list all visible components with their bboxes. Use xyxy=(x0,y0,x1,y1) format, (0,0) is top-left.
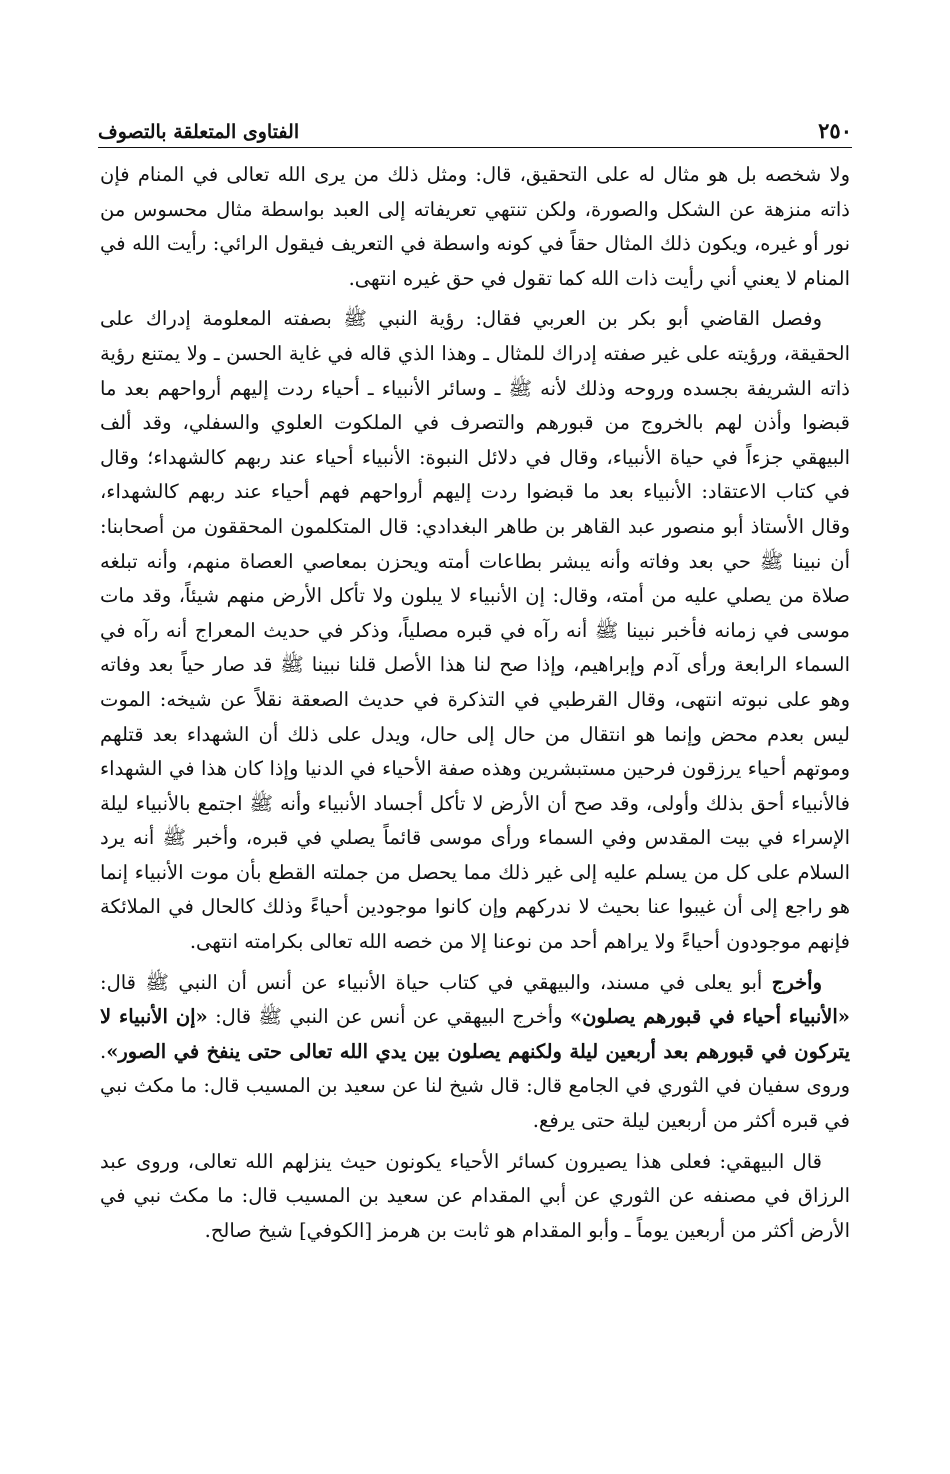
paragraph-2 xyxy=(100,302,850,959)
page-header xyxy=(98,112,852,148)
paragraph-3-lead-word: وأخرج xyxy=(771,970,822,994)
paragraph-2-text: وفصل القاضي أبو بكر بن العربي فقال: رؤية النبي ﷺ بصفته المعلومة إدراك على الحقيقة، ورؤيته على غير صفته إدراك للمثال ـ وهذا الذي قاله في غاية الحسن ـ ولا يمتنع رؤية ذاته الشريفة بجسده وروحه وذلك لأنه ﷺ ـ وسائر الأنبياء ـ أحياء ردت إليهم أرواحهم بعد ما قبضوا وأذن لهم بالخروج من قبورهم والتصرف في الملكوت العلوي والسفلي، وقد ألف البيهقي جزءاً في حياة الأنبياء، وقال في دلائل النبوة: الأنبياء أحياء عند ربهم كالشهداء؛ وقال في كتاب الاعتقاد: الأنبياء بعد ما قبضوا ردت إليهم أرواحهم فهم أحياء عند ربهم كالشهداء، وقال الأستاذ أبو منصور عبد القاهر بن طاهر البغدادي: قال المتكلمون المحققون من أصحابنا: أن نبينا ﷺ حي بعد وفاته وأنه يبشر بطاعات أمته ويحزن بمعاصي العصاة منهم، وأنه تبلغه صلاة من يصلي عليه من أمته، وقال: إن الأنبياء لا يبلون ولا تأكل الأرض منهم شيئاً، وقد مات موسى في زمانه فأخبر نبينا ﷺ أنه رآه في قبره مصلياً، وذكر في حديث المعراج أنه رآه في السماء الرابعة ورأى آدم وإبراهيم، وإذا صح لنا هذا الأصل قلنا نبينا ﷺ قد صار حياً بعد وفاته وهو على نبوته انتهى، وقال القرطبي في التذكرة في حديث الصعقة نقلاً عن شيخه: الموت ليس بعدم محض وإنما هو انتقال من حال إلى حال، ويدل على ذلك أن الشهداء بعد قتلهم وموتهم أحياء يرزقون فرحين مستبشرين وهذه صفة الأحياء في الدنيا وإذا كان هذا في الشهداء فالأنبياء أحق بذلك وأولى، وقد صح أن الأرض لا تأكل أجساد الأنبياء وأنه ﷺ اجتمع بالأنبياء ليلة الإسراء في بيت المقدس وفي السماء ورأى موسى قائماً يصلي في قبره، وأخبر ﷺ أنه يرد السلام على كل من يسلم عليه إلى غير ذلك مما يحصل من جملته القطع بأن موت الأنبياء إنما هو راجع إلى أن غيبوا عنا بحيث لا ندركهم وإن كانوا موجودين أحياءً وذلك كالحال في الملائكة فإنهم موجودون أحياءً ولا يراهم أحد من نوعنا إلا من خصه الله تعالى بكرامته انتهى. xyxy=(100,307,850,954)
running-title: الفتاوى المتعلقة بالتصوف xyxy=(98,121,300,143)
paragraph-3-text-c: . وروى سفيان في الثوري في الجامع قال: قال شيخ لنا عن سعيد بن المسيب قال: ما مكث نبي في قبره أكثر من أربعين ليلة حتى يرفع. xyxy=(100,1039,851,1133)
paragraph-1 xyxy=(100,158,850,296)
paragraph-1-text: ولا شخصه بل هو مثال له على التحقيق، قال: ومثل ذلك من يرى الله تعالى في المنام فإن ذاته منزهة عن الشكل والصورة، ولكن تنتهي تعريفاته إلى العبد بواسطة مثال محسوس من نور أو غيره، ويكون ذلك المثال حقاً في كونه واسطة في التعريف فيقول الرائي: رأيت الله في المنام لا يعني أني رأيت ذات الله كما تقول في حق غيره انتهى. xyxy=(100,163,850,290)
paragraph-4 xyxy=(100,1145,850,1249)
paragraph-4-text: قال البيهقي: فعلى هذا يصيرون كسائر الأحياء يكونون حيث ينزلهم الله تعالى، وروى عبد الرزاق في مصنفه عن الثوري عن أبي المقدام عن سعيد بن المسيب قال: ما مكث نبي في الأرض أكثر من أربعين يوماً ـ وأبو المقدام هو ثابت بن هرمز [الكوفي] شيخ صالح. xyxy=(100,1149,850,1242)
hadith-quote-2: «إن الأنبياء لا يتركون في قبورهم بعد أربعين ليلة ولكنهم يصلون بين يدي الله تعالى حتى ينفخ في الصور» xyxy=(100,1005,850,1063)
paragraph-3-text-a: أبو يعلى في مسند، والبيهقي في كتاب حياة الأنبياء عن أنس أن النبي ﷺ قال: xyxy=(100,970,772,994)
paragraph-3 xyxy=(100,966,850,1139)
page-number: ٢٥٠ xyxy=(818,118,852,143)
paragraph-3-text-b: وأخرج البيهقي عن أنس عن النبي ﷺ قال: xyxy=(207,1005,570,1029)
body-text xyxy=(100,158,850,1334)
hadith-quote-1: «الأنبياء أحياء في قبورهم يصلون» xyxy=(569,1005,850,1029)
